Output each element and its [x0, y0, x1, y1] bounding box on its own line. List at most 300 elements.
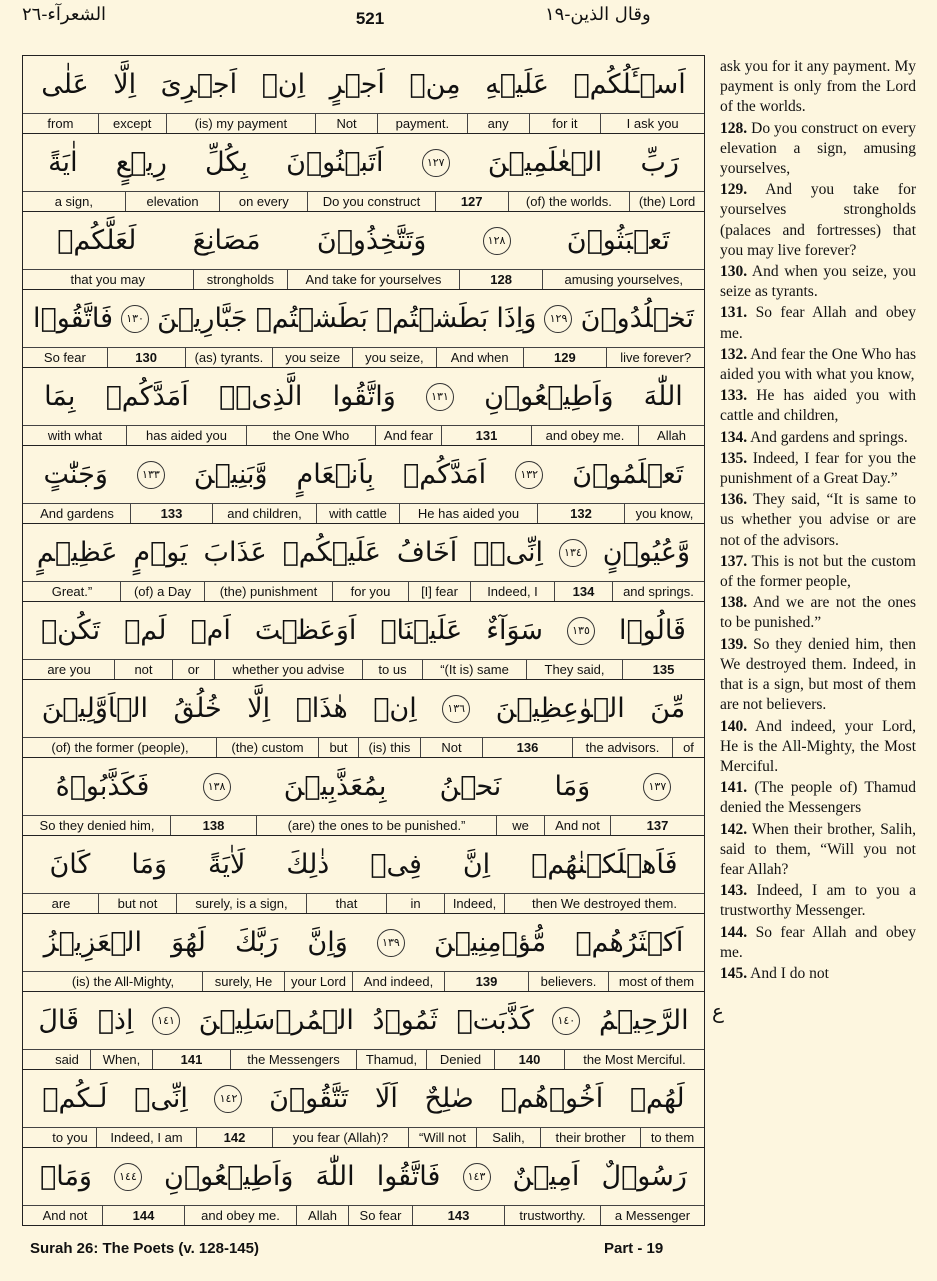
translation-verse: [720, 345, 916, 385]
gloss-cell: of: [672, 738, 704, 757]
verse-number: 129: [523, 348, 607, 367]
arabic-line: [23, 758, 704, 815]
arabic-word: رِيۡعٍ: [115, 147, 167, 178]
arabic-word: اِلَّا: [113, 69, 137, 100]
arabic-line: [23, 602, 704, 659]
english-gloss-line: [23, 347, 704, 367]
arabic-word: بَطَشۡتُمۡ: [375, 303, 489, 334]
arabic-word: اِنِّىۡ: [134, 1083, 188, 1114]
arabic-word: اِنۡ: [261, 69, 306, 100]
gloss-cell: but not: [98, 894, 176, 913]
arabic-word: لَهُمۡ: [629, 1083, 685, 1114]
arabic-word: اِلَّا: [247, 693, 271, 724]
arabic-word: هٰذَاۤ: [295, 693, 348, 724]
arabic-word: قَالُوۡا: [618, 615, 686, 646]
arabic-word: اٰيَةً: [48, 147, 78, 178]
english-gloss-line: [23, 581, 704, 601]
arabic-word: لَعَلَّكُمۡ: [57, 225, 137, 256]
arabic-word: بَطَشۡتُمۡ: [255, 303, 368, 334]
verse-end-marker: ١٣١: [426, 383, 454, 411]
arabic-word: وَمَا: [554, 771, 591, 802]
arabic-word: عَلَيۡكُمۡ: [282, 537, 382, 568]
english-gloss-line: [23, 269, 704, 289]
gloss-cell: then We destroyed them.: [504, 894, 704, 913]
gloss-cell: Not: [315, 114, 377, 133]
translation-verse-number: 141.: [720, 779, 748, 797]
translation-verse-number: 133.: [720, 387, 748, 405]
arabic-word: فِىۡ: [370, 849, 422, 880]
arabic-word: اَجۡرِىَ: [160, 69, 238, 100]
verse-end-marker: ١٢٩: [544, 305, 572, 333]
translation-verse-number: 144.: [720, 923, 748, 941]
arabic-word: وَاِذَا: [496, 303, 537, 334]
gloss-cell: live forever?: [606, 348, 704, 367]
arabic-word: فَكَذَّبُوۡهُ: [55, 771, 150, 802]
translation-verse: [720, 303, 916, 343]
gloss-cell: for it: [529, 114, 601, 133]
arabic-word: مَصَانِعَ: [192, 225, 261, 256]
verse-number: 143: [412, 1206, 504, 1225]
gloss-cell: whether you advise: [214, 660, 362, 679]
arabic-word: لَمۡ: [124, 615, 167, 646]
translation-text: He has aided you with cattle and children,: [720, 387, 917, 425]
gloss-cell: When,: [90, 1050, 152, 1069]
arabic-word: وَتَتَّخِذُوۡنَ: [316, 225, 427, 256]
gloss-cell: we: [496, 816, 544, 835]
english-gloss-line: [23, 1127, 704, 1147]
arabic-word: فَاتَّقُوۡا: [33, 303, 113, 334]
arabic-word: عَلٰى: [41, 69, 89, 100]
surah-header: الشعرآء-٢٦: [22, 4, 107, 25]
arabic-word: خُلُقُ: [173, 693, 222, 724]
english-gloss-line: [23, 815, 704, 835]
gloss-cell: are you: [47, 662, 91, 677]
translation-text: So they denied him, then We destroyed them. Indeed, in that is a sign, but most of them are not believers.: [720, 635, 917, 714]
arabic-word: الۡعَزِيۡزُ: [43, 927, 143, 958]
arabic-line: [23, 992, 704, 1049]
verse-row: [23, 680, 704, 758]
arabic-word: اَمَدَّكُمۡ: [403, 459, 487, 490]
gloss-cell: payment.: [377, 114, 467, 133]
gloss-cell: that you may: [70, 272, 145, 287]
verse-end-marker: ١٤٤: [114, 1163, 142, 1191]
arabic-word: اَمۡ: [190, 615, 231, 646]
verse-row: [23, 446, 704, 524]
verse-row: [23, 212, 704, 290]
arabic-word: تَكُنۡ: [40, 615, 101, 646]
translation-verse: [720, 119, 916, 180]
verse-number: 127: [435, 192, 508, 211]
arabic-word: الۡوٰعِظِيۡنَ: [495, 693, 625, 724]
arabic-word: وَمَا: [131, 849, 168, 880]
gloss-cell: you fear (Allah)?: [272, 1128, 408, 1147]
translation-verse: [720, 449, 916, 489]
translation-verse: [720, 717, 916, 778]
arabic-word: تَعۡلَمُوۡنَ: [572, 459, 684, 490]
translation-verse-number: 129.: [720, 181, 748, 199]
arabic-word: الۡمُرۡسَلِيۡنَ: [198, 1005, 354, 1036]
translation-text: So fear Allah and obey me.: [720, 304, 916, 342]
arabic-word: اللّٰهَ: [315, 1161, 355, 1192]
arabic-word: صٰلِحٌ: [424, 1083, 474, 1114]
arabic-word: كَانَ: [49, 849, 91, 880]
gloss-cell: “(It is) same: [422, 660, 526, 679]
verse-end-marker: ١٤١: [152, 1007, 180, 1035]
translation-verse: [720, 593, 916, 633]
gloss-cell: their brother: [540, 1128, 640, 1147]
gloss-cell: Great.”: [51, 584, 93, 599]
arabic-word: مِّنَ: [650, 693, 686, 724]
translation-verse-number: 138.: [720, 594, 748, 612]
verse-row: [23, 56, 704, 134]
gloss-cell: but: [318, 738, 358, 757]
translation-text: Do you construct on every elevation a sign, amusing yourselves,: [720, 119, 917, 178]
translation-verse: [720, 428, 916, 448]
gloss-cell: and children,: [212, 504, 316, 523]
footer-surah: Surah 26: The Poets (v. 128-145): [30, 1240, 259, 1257]
arabic-word: وَّعُيُوۡنٍ: [602, 537, 690, 568]
gloss-cell: and obey me.: [531, 426, 638, 445]
gloss-cell: that: [306, 894, 386, 913]
arabic-word: وَاَطِيۡعُوۡنِ: [484, 381, 614, 412]
verse-end-marker: ١٤٠: [552, 1007, 580, 1035]
arabic-word: الرَّحِيۡمُ: [598, 1005, 689, 1036]
arabic-word: تَخۡلُدُوۡنَ: [580, 303, 694, 334]
verse-row: [23, 836, 704, 914]
arabic-word: نَحۡنُ: [439, 771, 502, 802]
gloss-cell: “Will not: [408, 1128, 476, 1147]
gloss-cell: And not: [42, 1208, 88, 1223]
gloss-cell: in: [386, 894, 444, 913]
arabic-line: [23, 368, 704, 425]
verse-end-marker: ١٣٥: [567, 617, 595, 645]
verse-number: 130: [107, 348, 185, 367]
gloss-cell: Salih,: [476, 1128, 540, 1147]
translation-text: So fear Allah and obey me.: [720, 923, 916, 961]
arabic-line: [23, 1148, 704, 1205]
gloss-cell: (is) the All-Mighty,: [71, 974, 175, 989]
gloss-cell: Allah: [638, 426, 704, 445]
english-gloss-line: [23, 1049, 704, 1069]
arabic-word: اِنَّ: [462, 849, 491, 880]
translation-text: And gardens and springs.: [750, 428, 908, 446]
translation-verse-number: 137.: [720, 552, 748, 570]
translation-verse-number: 145.: [720, 964, 748, 982]
translation-text: Indeed, I fear for you the punishment of a Great Day.”: [720, 449, 916, 488]
arabic-word: وَاِنَّ: [307, 927, 348, 958]
verse-row: [23, 290, 704, 368]
arabic-word: تَتَّقُوۡنَ: [269, 1083, 349, 1114]
arabic-word: كَذَّبَتۡ: [456, 1005, 534, 1036]
gloss-cell: And take for yourselves: [287, 270, 459, 289]
arabic-word: سَوَآءٌ: [486, 615, 544, 646]
translation-verse-number: 130.: [720, 263, 748, 281]
arabic-word: وَاَطِيۡعُوۡنِ: [164, 1161, 294, 1192]
arabic-word: وَّبَنِيۡنَ: [193, 459, 268, 490]
gloss-cell: So fear: [348, 1206, 412, 1225]
gloss-cell: any: [467, 114, 529, 133]
arabic-word: عَلَيۡهِ: [485, 69, 549, 100]
arabic-word: رَبَّكَ: [234, 927, 279, 958]
arabic-line: [23, 1070, 704, 1127]
gloss-cell: from: [47, 116, 74, 131]
translation-verse: [720, 262, 916, 302]
verse-end-marker: ١٢٧: [422, 149, 450, 177]
verse-end-marker: ١٣٨: [203, 773, 231, 801]
verse-row: [23, 758, 704, 836]
gloss-cell: Indeed,: [444, 894, 504, 913]
gloss-cell: the advisors.: [572, 738, 672, 757]
gloss-cell: Indeed, I am: [96, 1128, 196, 1147]
arabic-word: اَلَا: [375, 1083, 398, 1114]
arabic-word: فَاَهۡلَكۡنٰهُمۡ: [531, 849, 678, 880]
verse-number: 135: [622, 660, 704, 679]
gloss-cell: (the) custom: [216, 738, 318, 757]
arabic-word: وَجَنّٰتٍ: [43, 459, 108, 490]
arabic-word: عَظِيۡمٍ: [36, 537, 118, 568]
gloss-cell: (of) a Day: [120, 582, 204, 601]
arabic-word: اللّٰهَ: [643, 381, 683, 412]
arabic-line: [23, 836, 704, 893]
translation-verse: [720, 386, 916, 426]
arabic-word: اَوَعَظۡتَ: [254, 615, 357, 646]
verse-end-marker: ١٣٠: [121, 305, 149, 333]
arabic-word: بِمَا: [44, 381, 76, 412]
gloss-cell: surely, He: [202, 972, 284, 991]
gloss-cell: (is) this: [358, 738, 420, 757]
arabic-word: جَبَّارِيۡنَ: [157, 303, 248, 334]
gloss-cell: Allah: [296, 1206, 348, 1225]
english-gloss-line: [23, 1205, 704, 1225]
gloss-cell: So fear: [43, 350, 86, 365]
arabic-word: الۡاَوَّلِيۡنَ: [41, 693, 149, 724]
verse-number: 131: [441, 426, 531, 445]
english-gloss-line: [23, 503, 704, 523]
verse-end-marker: ١٤٢: [214, 1085, 242, 1113]
verse-row: [23, 992, 704, 1070]
verse-row: [23, 1148, 704, 1226]
translation-text: Indeed, I am to you a trustworthy Messenger.: [720, 882, 916, 920]
verse-number: 136: [482, 738, 572, 757]
english-gloss-line: [23, 659, 704, 679]
verse-row: [23, 524, 704, 602]
gloss-cell: surely, is a sign,: [176, 894, 306, 913]
arabic-word: اِذۡ: [97, 1005, 134, 1036]
translation-verse: [720, 490, 916, 551]
translation-verse-number: 128.: [720, 119, 748, 137]
verse-end-marker: ١٣٩: [377, 929, 405, 957]
gloss-cell: believers.: [528, 972, 608, 991]
arabic-line: [23, 680, 704, 737]
gloss-cell: They said,: [526, 660, 622, 679]
gloss-cell: And gardens: [40, 506, 114, 521]
arabic-word: وَمَاۤ: [40, 1161, 92, 1192]
ruku-mark: ع: [712, 999, 724, 1023]
translation-verse-number: 135.: [720, 449, 748, 467]
gloss-cell: or: [172, 660, 214, 679]
gloss-cell: And when: [436, 348, 523, 367]
arabic-line: [23, 290, 704, 347]
translation-column: [720, 57, 916, 985]
verse-row: [23, 134, 704, 212]
translation-verse-number: 132.: [720, 345, 748, 363]
translation-verse: [720, 964, 916, 984]
translation-verse-number: 131.: [720, 304, 748, 322]
arabic-line: [23, 212, 704, 269]
gloss-cell: except: [98, 114, 166, 133]
translation-verse-number: 143.: [720, 882, 748, 900]
arabic-word: بِمُعَذَّبِيۡنَ: [283, 771, 387, 802]
verse-row: [23, 1070, 704, 1148]
gloss-cell: And fear: [375, 426, 441, 445]
translation-text: And fear the One Who has aided you with what you know,: [720, 345, 916, 384]
verse-row: [23, 368, 704, 446]
verse-row: [23, 602, 704, 680]
translation-text: And you take for yourselves strongholds (palaces and fortresses) that you may live forever?: [720, 181, 916, 259]
arabic-word: بِكُلِّ: [205, 147, 248, 178]
verse-end-marker: ١٣٢: [515, 461, 543, 489]
arabic-word: تَعۡبَثُوۡنَ: [566, 225, 670, 256]
gloss-cell: you know,: [624, 504, 704, 523]
translation-text: And I do not: [750, 964, 829, 982]
gloss-cell: And not: [544, 816, 610, 835]
arabic-word: لَـكُمۡ: [42, 1083, 108, 1114]
verse-end-marker: ١٢٨: [483, 227, 511, 255]
english-gloss-line: [23, 425, 704, 445]
gloss-cell: said: [55, 1052, 79, 1067]
verse-number: 139: [444, 972, 528, 991]
gloss-cell: (of) the former (people),: [51, 740, 189, 755]
gloss-cell: strongholds: [193, 270, 288, 289]
translation-text: And we are not the ones to be punished.”: [720, 594, 916, 632]
english-gloss-line: [23, 893, 704, 913]
arabic-word: اَمَدَّكُمۡ: [105, 381, 189, 412]
arabic-word: عَلَيۡنَاۤ: [380, 615, 463, 646]
arabic-word: اَخَافُ: [396, 537, 458, 568]
arabic-word: لَهُوَ: [171, 927, 206, 958]
gloss-cell: the Messengers: [230, 1050, 356, 1069]
footer-part: Part - 19: [604, 1240, 664, 1257]
verse-end-marker: ١٣٧: [643, 773, 671, 801]
arabic-word: اَمِيۡنٌ: [512, 1161, 580, 1192]
gloss-cell: to them: [640, 1128, 704, 1147]
translation-verse-number: 142.: [720, 820, 748, 838]
verse-number: 140: [494, 1050, 564, 1069]
gloss-cell: elevation: [125, 192, 220, 211]
english-gloss-line: [23, 113, 704, 133]
gloss-cell: to us: [362, 660, 422, 679]
english-gloss-line: [23, 737, 704, 757]
arabic-word: فَاتَّقُوا: [376, 1161, 441, 1192]
arabic-word: اَكۡثَرُهُمۡ: [575, 927, 684, 958]
arabic-word: اَجۡرٍ: [329, 69, 385, 100]
verse-end-marker: ١٣٣: [137, 461, 165, 489]
gloss-cell: (the) punishment: [204, 582, 332, 601]
translation-verse: [720, 778, 916, 818]
translation-text: ask you for it any payment. My payment is only from the Lord of the worlds.: [720, 58, 916, 116]
gloss-cell: (as) tyrants.: [185, 348, 273, 367]
gloss-cell: (is) my payment: [166, 114, 316, 133]
gloss-cell: Indeed, I: [470, 582, 554, 601]
verse-number: 138: [170, 816, 256, 835]
gloss-cell: has aided you: [126, 426, 246, 445]
translation-verse: [720, 57, 916, 118]
gloss-cell: are: [51, 896, 71, 911]
verse-end-marker: ١٤٣: [463, 1163, 491, 1191]
arabic-word: بِاَنۡعَامٍ: [296, 459, 374, 490]
gloss-cell: So they denied him,: [39, 818, 155, 833]
arabic-word: الَّذِىۡۤ: [218, 381, 303, 412]
verse-row: [23, 914, 704, 992]
arabic-word: يَوۡمٍ: [133, 537, 188, 568]
translation-verse-number: 136.: [720, 491, 748, 509]
verse-number: 142: [196, 1128, 272, 1147]
gloss-cell: you seize,: [352, 348, 436, 367]
translation-verse: [720, 923, 916, 963]
gloss-cell: and springs.: [612, 582, 704, 601]
word-by-word-grid: [22, 55, 705, 1226]
translation-verse-number: 140.: [720, 717, 748, 735]
gloss-cell: and obey me.: [184, 1206, 296, 1225]
translation-verse: [720, 635, 916, 716]
arabic-line: [23, 446, 704, 503]
gloss-cell: (of) the worlds.: [508, 192, 630, 211]
gloss-cell: Denied: [426, 1050, 494, 1069]
translation-verse: [720, 180, 916, 261]
verse-end-marker: ١٣٦: [442, 695, 470, 723]
verse-end-marker: ١٣٤: [559, 539, 587, 567]
arabic-word: الۡعٰلَمِيۡنَ: [487, 147, 603, 178]
gloss-cell: for you: [332, 582, 408, 601]
arabic-line: [23, 56, 704, 113]
verse-number: 141: [152, 1050, 230, 1069]
gloss-cell: trustworthy.: [504, 1206, 600, 1225]
gloss-cell: most of them: [608, 972, 704, 991]
translation-text: (The people of) Thamud denied the Messengers: [720, 779, 916, 817]
arabic-word: ذٰلِكَ: [286, 849, 330, 880]
english-gloss-line: [23, 971, 704, 991]
verse-number: 144: [102, 1206, 184, 1225]
arabic-line: [23, 524, 704, 581]
translation-text: And indeed, your Lord, He is the All-Mighty, the Most Merciful.: [720, 717, 916, 775]
gloss-cell: to you: [52, 1130, 88, 1145]
verse-number: 137: [610, 816, 704, 835]
verse-number: 132: [537, 504, 624, 523]
arabic-word: اَتَبۡنُوۡنَ: [286, 147, 384, 178]
gloss-cell: [I] fear: [408, 582, 470, 601]
arabic-word: ثَمُوۡدُ: [372, 1005, 438, 1036]
gloss-cell: you seize: [272, 348, 352, 367]
gloss-cell: (the) Lord: [629, 192, 704, 211]
arabic-word: اَخُوۡهُمۡ: [500, 1083, 604, 1114]
gloss-cell: with cattle: [316, 504, 399, 523]
gloss-cell: And indeed,: [352, 972, 444, 991]
arabic-word: مِنۡ: [409, 69, 461, 100]
juz-header: وقال الذين-١٩: [545, 4, 651, 25]
arabic-word: اِنِّىۡۤ: [473, 537, 544, 568]
gloss-cell: Do you construct: [307, 192, 435, 211]
arabic-word: لَاٰيَةً: [208, 849, 246, 880]
translation-verse: [720, 881, 916, 921]
verse-number: 128: [459, 270, 543, 289]
gloss-cell: He has aided you: [399, 504, 537, 523]
translation-text: When their brother, Salih, said to them, “Will you not fear Allah?: [720, 820, 916, 878]
english-gloss-line: [23, 191, 704, 211]
page-number: 521: [355, 9, 385, 28]
arabic-line: [23, 134, 704, 191]
gloss-cell: the Most Merciful.: [564, 1050, 704, 1069]
arabic-word: اِنۡ: [373, 693, 417, 724]
